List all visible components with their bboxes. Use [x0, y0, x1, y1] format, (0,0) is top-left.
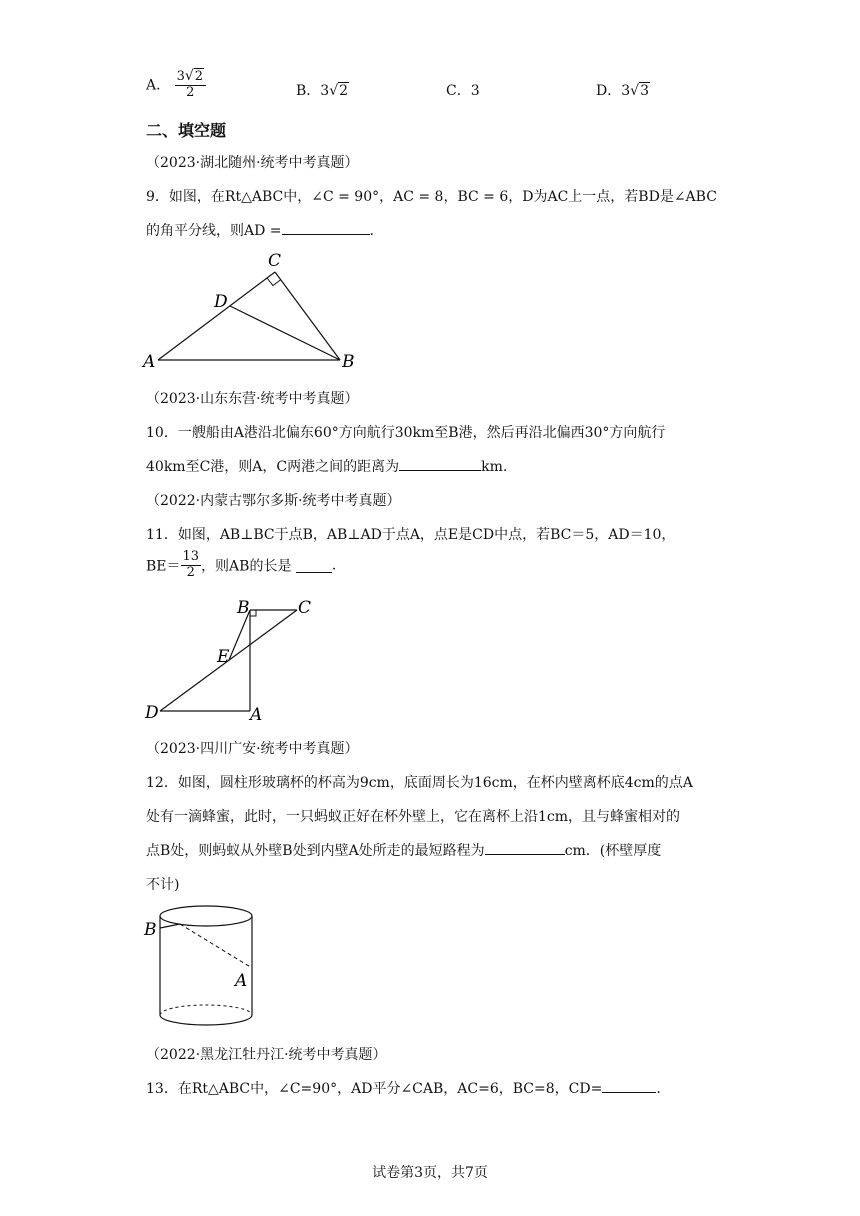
- coef: 3: [176, 69, 185, 84]
- path-inner: [180, 924, 252, 968]
- q11-line1: 11．如图，AB⊥BC于点B，AB⊥AD于点A，点E是CD中点，若BC＝5，AD＝10，: [146, 527, 676, 543]
- label-c: C: [268, 251, 282, 271]
- option-c-value: 3: [470, 83, 480, 99]
- q9-line2: [146, 220, 374, 240]
- fraction-numerator: 13: [182, 549, 200, 564]
- q13-period: .: [656, 1081, 661, 1097]
- fraction-denominator: 2: [186, 84, 195, 100]
- option-a-label: A．: [146, 77, 171, 94]
- sqrt-sign: √: [630, 83, 640, 99]
- label-a: A: [143, 352, 156, 372]
- label-a: A: [235, 971, 248, 991]
- option-a: [146, 68, 206, 101]
- cup-bottom-back: [160, 1005, 252, 1015]
- q10-unit: km.: [481, 459, 508, 475]
- q9-period: .: [369, 223, 374, 239]
- q9-text: 的角平分线，则AD =: [146, 223, 282, 239]
- fraction-numerator: [175, 68, 206, 86]
- q12-answer-blank[interactable]: [485, 840, 565, 855]
- q9-source: （2023·湖北随州·统考中考真题）: [146, 155, 359, 171]
- q9-line1: 9．如图，在Rt△ABC中，∠C = 90°，AC = 8，BC = 6，D为AC上一点，若BD是∠ABC: [146, 189, 717, 205]
- option-c: [446, 80, 480, 100]
- sqrt-sign: √: [329, 83, 339, 99]
- q10-text: 40km至C港，则A，C两港之间的距离为: [146, 459, 400, 475]
- label-b: B: [342, 352, 355, 372]
- q12-line4: 不计): [146, 877, 180, 893]
- q11-be: BE＝: [146, 558, 181, 575]
- q12-line1: 12．如图，圆柱形玻璃杯的杯高为9cm，底面周长为16cm，在杯内壁离杯底4cm的点A: [146, 775, 693, 791]
- q13-answer-blank[interactable]: [602, 1078, 656, 1093]
- option-b-label: B．: [296, 83, 321, 99]
- q12-text: 点B处，则蚂蚁从外壁B处到内壁A处所走的最短路程为: [146, 843, 485, 859]
- q9-figure: [140, 250, 370, 375]
- cup-top-rim: [160, 906, 252, 926]
- q12-tail: cm．(杯壁厚度: [564, 843, 662, 859]
- sqrt-sign: √: [184, 68, 194, 84]
- q12-line3: [146, 840, 661, 860]
- segment-bd: [230, 306, 340, 360]
- segment-ac: [158, 272, 275, 360]
- right-angle-mark: [250, 610, 256, 616]
- q13-source: （2022·黑龙江牡丹江·统考中考真题）: [146, 1047, 387, 1063]
- q10-line1: 10．一艘船由A港沿北偏东60°方向航行30km至B港，然后再沿北偏西30°方向航行: [146, 425, 666, 441]
- q11-text: ，则AB的长是: [201, 558, 292, 575]
- q10-line2: [146, 456, 507, 476]
- option-b: [296, 80, 349, 100]
- radicand: 2: [194, 69, 204, 84]
- segment-cb: [275, 272, 340, 360]
- label-d: D: [145, 703, 159, 723]
- radicand: 2: [339, 83, 349, 99]
- right-angle-mark: [267, 278, 281, 286]
- q10-answer-blank[interactable]: [399, 456, 481, 471]
- coef: 3: [320, 83, 330, 99]
- q9-answer-blank[interactable]: [282, 220, 370, 235]
- q11-figure: [140, 596, 330, 726]
- option-d: [596, 80, 650, 100]
- q11-period: .: [331, 557, 337, 574]
- label-e: E: [217, 647, 230, 667]
- label-b: B: [144, 920, 157, 940]
- label-c: C: [298, 598, 312, 618]
- page-footer: 试卷第3页，共7页: [372, 1165, 488, 1181]
- radicand: 3: [640, 83, 649, 99]
- q13-line1: [146, 1078, 661, 1098]
- fraction-denominator: 2: [186, 564, 195, 580]
- coef: 3: [621, 83, 631, 99]
- section-title: 二、填空题: [146, 121, 227, 140]
- q13-text: 13．在Rt△ABC中，∠C=90°，AD平分∠CAB，AC=6，BC=8，CD=: [146, 1081, 603, 1097]
- label-a: A: [250, 705, 263, 725]
- q11-source: （2022·内蒙古鄂尔多斯·统考中考真题）: [146, 493, 401, 509]
- option-d-label: D．: [596, 83, 622, 99]
- cup-bottom-front: [160, 1015, 252, 1025]
- path-outer: [160, 924, 180, 928]
- option-a-fraction: [175, 68, 206, 101]
- q11-fraction: [181, 550, 202, 581]
- label-b: B: [237, 598, 250, 618]
- label-d: D: [214, 292, 228, 312]
- q12-line2: 处有一滴蜂蜜，此时，一只蚂蚁正好在杯外壁上，它在离杯上沿1cm，且与蜂蜜相对的: [146, 809, 681, 825]
- q12-source: （2023·四川广安·统考中考真题）: [146, 741, 359, 757]
- q11-line2: [146, 550, 336, 581]
- q11-answer-blank[interactable]: [296, 558, 332, 573]
- q10-source: （2023·山东东营·统考中考真题）: [146, 391, 359, 407]
- option-c-label: C．: [446, 83, 471, 99]
- q12-figure: [140, 898, 265, 1033]
